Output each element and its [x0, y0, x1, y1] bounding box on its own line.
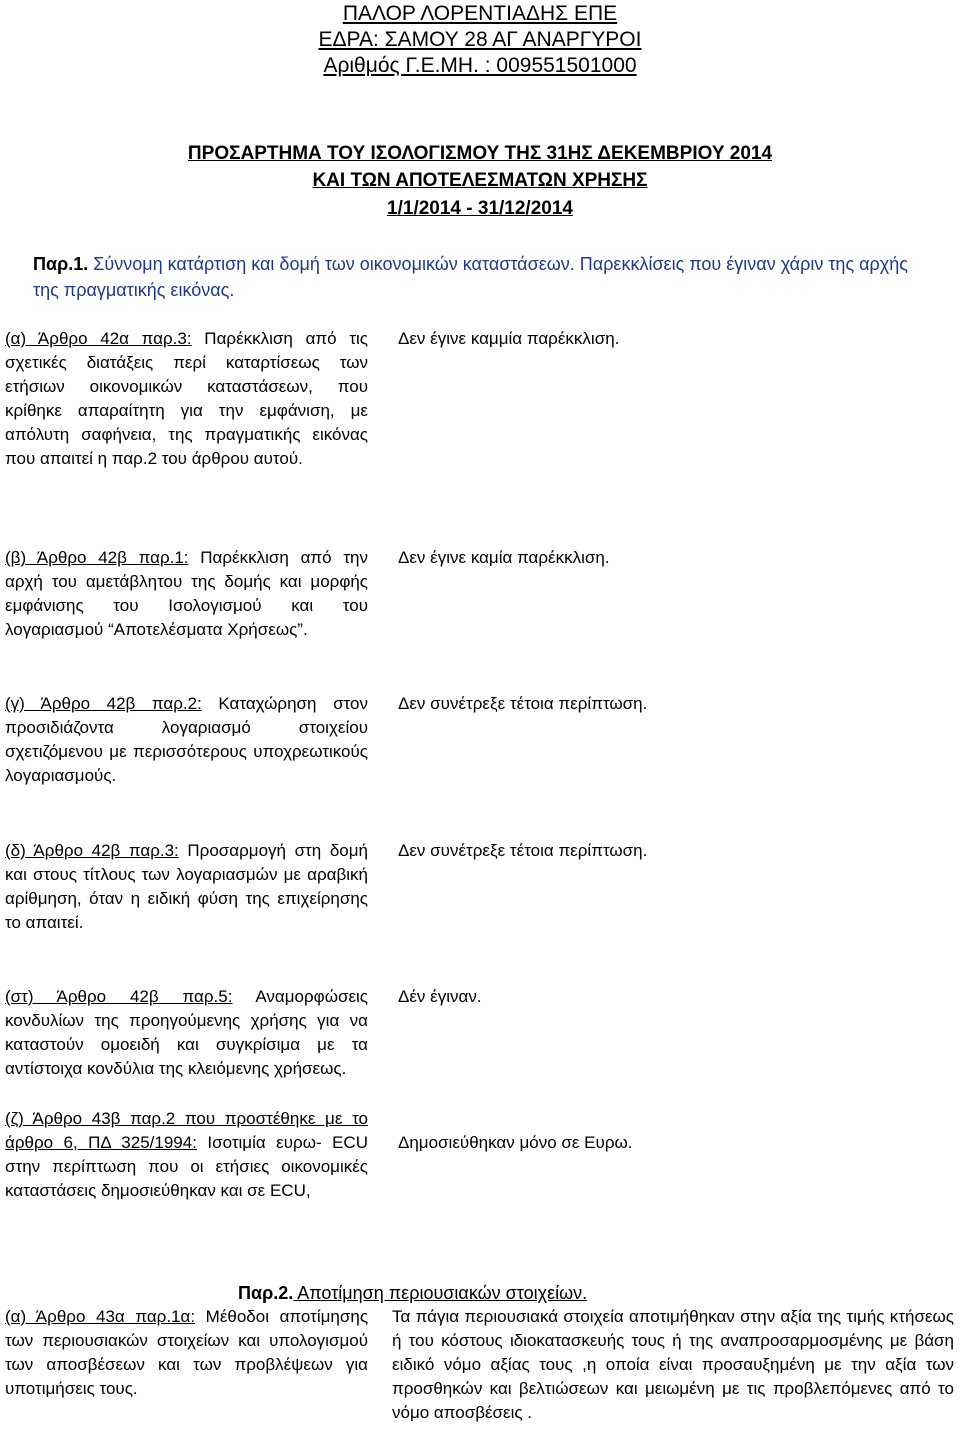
item-a-ref: (α) Άρθρο 42α παρ.3: [5, 329, 192, 348]
section-1-title: Σύννομη κατάρτιση και δομή των οικονομικών καταστάσεων. Παρεκκλίσεις που έγιναν χάριν της αρχής της πραγματικής εικόνας. [33, 254, 908, 300]
item-d-text [5, 839, 368, 935]
item-a-desc: Παρέκκλιση από τις σχετικές διατάξεις περί καταρτίσεως των ετήσιων οικονομικών καταστάσεων, που κρίθηκε απαραίτητη για την εμφάνιση, με απόλυτη σαφήνεια, της πραγματικής εικόνας που απαιτεί η παρ.2 του άρθρου αυτού. [5, 329, 368, 468]
item-b-desc: Παρέκκλιση από την αρχή του αμετάβλητου της δομής και μορφής εμφάνισης του Ισολογισμού και του λογαριασμού “Αποτελέσματα Χρήσεως”. [5, 548, 368, 639]
section-2-number: Παρ.2. [238, 1283, 294, 1303]
item-c-text [5, 692, 368, 788]
item-z-text [5, 1107, 368, 1203]
section-1-heading [33, 251, 913, 303]
section-2-item-desc: Μέθοδοι αποτίμησης των περιουσιακών στοιχείων και υπολογισμού των αποσβέσεων και των προβλέψεων για υποτιμήσεις τους. [5, 1307, 369, 1398]
item-a-text [5, 327, 368, 471]
item-c-ref: (γ) Άρθρο 42β παρ.2: [5, 694, 202, 713]
document-title-line1: ΠΡΟΣΑΡΤΗΜΑ ΤΟΥ ΙΣΟΛΟΓΙΣΜΟΥ ΤΗΣ 31ΗΣ ΔΕΚΕΜΒΡΙΟΥ 2014 [187, 143, 773, 164]
item-st-ref: (στ) Άρθρο 42β παρ.5: [5, 987, 233, 1006]
item-b-ref: (β) Άρθρο 42β παρ.1: [5, 548, 189, 567]
item-z-answer: Δημοσιεύθηκαν μόνο σε Ευρω. [398, 1133, 633, 1152]
item-d-answer: Δεν συνέτρεξε τέτοια περίπτωση. [398, 841, 648, 860]
section-2-item-ref: (α) Άρθρο 43α παρ.1α: [5, 1307, 196, 1326]
section-2-item-answer: Τα πάγια περιουσιακά στοιχεία αποτιμήθηκαν στην αξία της τιμής κτήσεως ή του κόστους ιδιοκατασκευής τους ή της αναπροσαρμοσμένης με βάση ειδικό νόμο αξίας τους ,η οποία είναι προσαυξημένη με την αξία των προσθηκών και βελτιώσεων και μειωμένη με τις προβλεπόμενες από το νόμο αποσβέσεις . [392, 1307, 954, 1422]
section-2-heading [238, 1280, 938, 1306]
company-address: ΕΔΡΑ: ΣΑΜΟΥ 28 ΑΓ ΑΝΑΡΓΥΡΟΙ [318, 28, 642, 51]
item-c-answer: Δεν συνέτρεξε τέτοια περίπτωση. [398, 694, 648, 713]
item-d-ref: (δ) Άρθρο 42β παρ.3: [5, 841, 179, 860]
gemi-number: Αριθμός Γ.Ε.ΜΗ. : 009551501000 [323, 54, 637, 77]
item-z-ref: (ζ) Άρθρο 43β παρ.2 που προστέθηκε με το άρθρο 6, ΠΔ 325/1994: [5, 1109, 368, 1152]
section-2-item-text [5, 1305, 368, 1401]
item-a-answer: Δεν έγινε καμμία παρέκκλιση. [398, 329, 620, 348]
item-st-answer: Δέν έγιναν. [398, 987, 482, 1006]
item-d-desc: Προσαρμογή στη δομή και στους τίτλους των λογαριασμών με αραβική αρίθμηση, όταν η ειδική φύση της επιχείρησης το απαιτεί. [5, 841, 368, 932]
item-st-desc: Αναμορφώσεις κονδυλίων της προηγούμενης χρήσης για να καταστούν ομοειδή και συγκρίσιμα με τα αντίστοιχα κονδύλια της κλειόμενης χρήσεως. [5, 987, 369, 1078]
item-z-desc: Ισοτιμία ευρω- ECU στην περίπτωση που οι ετήσιες οικονομικές καταστάσεις δημοσιεύθηκαν και σε ECU, [5, 1133, 368, 1200]
document-title-line2: ΚΑΙ ΤΩΝ ΑΠΟΤΕΛΕΣΜΑΤΩΝ ΧΡΗΣΗΣ [312, 170, 648, 191]
item-st-text [5, 985, 368, 1081]
item-b-answer: Δεν έγινε καμία παρέκκλιση. [398, 548, 610, 567]
document-period: 1/1/2014 - 31/12/2014 [387, 198, 573, 219]
company-name: ΠΑΛΟΡ ΛΟΡΕΝΤΙΑΔΗΣ ΕΠΕ [342, 2, 618, 25]
section-1-number: Παρ.1. [33, 254, 89, 274]
item-c-desc: Καταχώρηση στον προσιδιάζοντα λογαριασμό στοιχείου σχετιζόμενου με περισσότερους υποχρεωτικούς λογαριασμούς. [5, 694, 368, 785]
item-b-text [5, 546, 368, 642]
section-2-title: Αποτίμηση περιουσιακών στοιχείων. [293, 1283, 588, 1303]
